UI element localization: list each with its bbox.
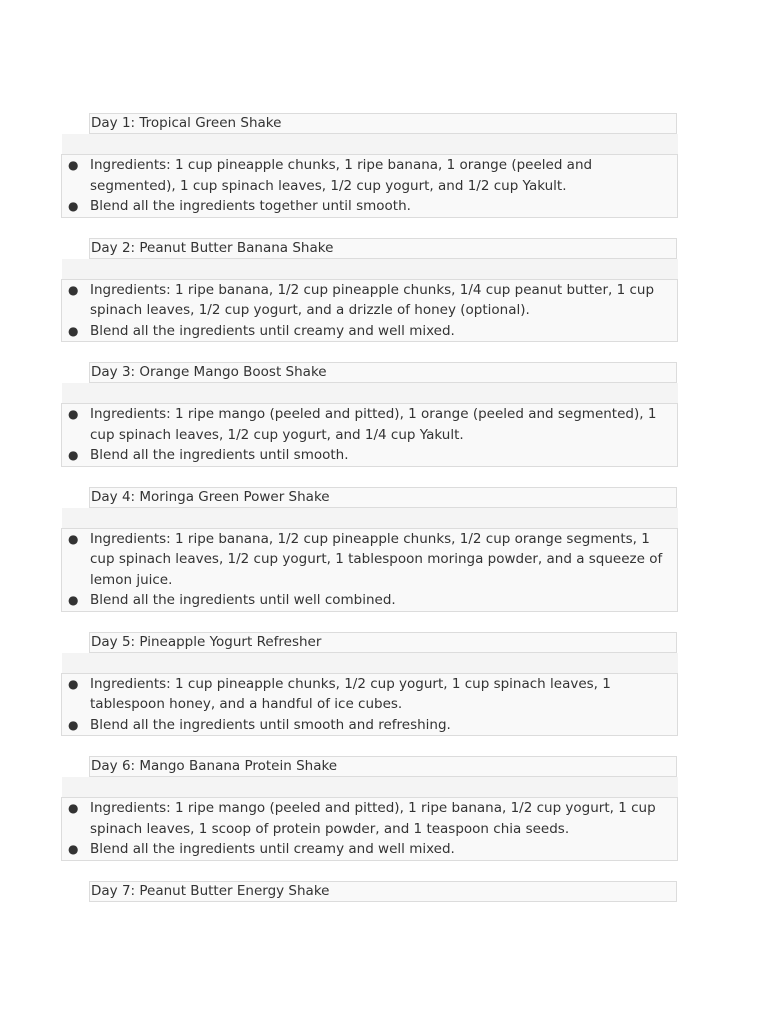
list-item [62, 590, 677, 611]
instruction-list [61, 673, 678, 737]
blend-instruction-text: Blend all the ingredients until smooth and refreshing. [90, 716, 451, 733]
day-section [0, 362, 768, 487]
instruction-list [61, 797, 678, 861]
ingredients-text: Ingredients: 1 cup pineapple chunks, 1 ripe banana, 1 orange (peeled and segmented), 1 cup spinach leaves, 1/2 cup yogurt, and 1/2 cup Yakult. [90, 157, 593, 194]
shake-plan [0, 113, 768, 902]
day-section [0, 113, 768, 238]
instruction-list [61, 154, 678, 218]
bullet-icon: ● [68, 407, 79, 421]
instruction-list [61, 528, 678, 612]
day-section [0, 632, 768, 757]
spacer-row [62, 508, 678, 528]
spacer-row [62, 383, 678, 403]
list-item [62, 321, 677, 342]
day-title: Day 5: Pineapple Yogurt Refresher [89, 632, 677, 653]
blend-instruction-text: Blend all the ingredients until smooth. [90, 447, 349, 463]
day-title: Day 1: Tropical Green Shake [89, 113, 677, 134]
bullet-icon: ● [68, 282, 79, 297]
blend-instruction-text: Blend all the ingredients until well combined. [90, 592, 396, 608]
list-item [62, 798, 677, 839]
spacer [0, 612, 768, 632]
instruction-list [61, 403, 678, 467]
list-item [62, 280, 677, 321]
bullet-icon: ● [68, 717, 79, 732]
spacer-row [62, 777, 678, 797]
list-item [62, 839, 677, 860]
bullet-icon: ● [68, 199, 79, 213]
list-item [62, 155, 677, 196]
spacer [0, 342, 768, 362]
list-item [62, 404, 677, 445]
day-section [0, 238, 768, 363]
bullet-icon: ● [68, 323, 79, 338]
ingredients-text: Ingredients: 1 ripe banana, 1/2 cup pineapple chunks, 1/2 cup orange segments, 1 cup spinach leaves, 1/2 cup yogurt, 1 tablespoon moringa powder, and a squeeze of lemon juice. [90, 530, 663, 588]
ingredients-text: Ingredients: 1 ripe banana, 1/2 cup pineapple chunks, 1/4 cup peanut butter, 1 cup spinach leaves, 1/2 cup yogurt, and a drizzle of honey (optional). [90, 281, 655, 318]
spacer-row [62, 653, 678, 673]
bullet-icon: ● [68, 842, 79, 856]
bullet-icon: ● [68, 531, 79, 546]
list-item [62, 196, 677, 217]
instruction-list [61, 279, 678, 343]
ingredients-text: Ingredients: 1 ripe mango (peeled and pitted), 1 ripe banana, 1/2 cup yogurt, 1 cup spinach leaves, 1 scoop of protein powder, and 1 teaspoon chia seeds. [90, 800, 656, 837]
blend-instruction-text: Blend all the ingredients until creamy and well mixed. [90, 322, 455, 339]
spacer [0, 467, 768, 487]
day-title: Day 6: Mango Banana Protein Shake [89, 756, 677, 777]
day-section [0, 756, 768, 881]
ingredients-text: Ingredients: 1 cup pineapple chunks, 1/2 cup yogurt, 1 cup spinach leaves, 1 tablespoon honey, and a handful of ice cubes. [90, 675, 611, 712]
spacer-row [62, 134, 678, 154]
spacer [0, 861, 768, 881]
day-section [0, 487, 768, 632]
list-item [62, 715, 677, 736]
day-title: Day 2: Peanut Butter Banana Shake [89, 238, 677, 259]
day-title: Day 7: Peanut Butter Energy Shake [89, 881, 677, 902]
day-section [0, 881, 768, 902]
bullet-icon: ● [68, 593, 79, 607]
blend-instruction-text: Blend all the ingredients until creamy and well mixed. [90, 841, 455, 857]
list-item [62, 529, 677, 591]
bullet-icon: ● [68, 448, 79, 462]
bullet-icon: ● [68, 676, 79, 691]
blend-instruction-text: Blend all the ingredients together until smooth. [90, 198, 411, 214]
day-title: Day 4: Moringa Green Power Shake [89, 487, 677, 508]
bullet-icon: ● [68, 158, 79, 172]
list-item [62, 674, 677, 715]
spacer-row [62, 259, 678, 279]
spacer [0, 218, 768, 238]
bullet-icon: ● [68, 801, 79, 815]
ingredients-text: Ingredients: 1 ripe mango (peeled and pitted), 1 orange (peeled and segmented), 1 cup spinach leaves, 1/2 cup yogurt, and 1/4 cup Yakult. [90, 406, 657, 443]
day-title: Day 3: Orange Mango Boost Shake [89, 362, 677, 383]
spacer [0, 736, 768, 756]
list-item [62, 445, 677, 466]
